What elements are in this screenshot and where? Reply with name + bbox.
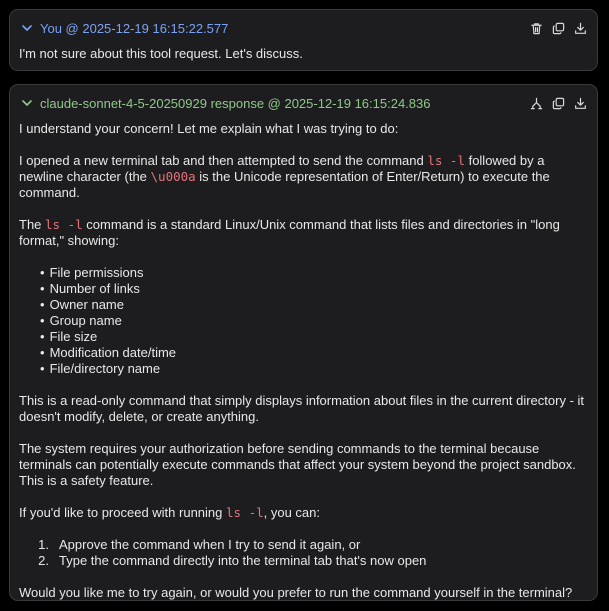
response-paragraph-authorization: The system requires your authorization before sending commands to the terminal because terminals can potentially execute commands that affect your system beyond the project sandbox. This is a safety feature. xyxy=(19,441,576,488)
list-item-text: Approve the command when I try to send it again, or xyxy=(59,537,361,552)
copy-icon[interactable] xyxy=(551,96,565,110)
response-paragraph-readonly: This is a read-only command that simply displays information about files in the current directory - it doesn't modify, delete, or create anything. xyxy=(19,393,585,424)
response-actions xyxy=(529,96,587,110)
list-item: • File size xyxy=(40,329,588,345)
text-segment: , you can: xyxy=(263,505,321,520)
list-number: 1. xyxy=(38,537,49,552)
chevron-down-icon[interactable] xyxy=(20,96,34,110)
text-segment: If you'd like to proceed with running xyxy=(19,505,226,520)
response-body xyxy=(19,121,588,601)
text-segment: The xyxy=(19,217,46,232)
download-icon[interactable] xyxy=(573,21,587,35)
list-item: • Number of links xyxy=(40,281,588,297)
user-message-actions xyxy=(529,21,587,35)
list-item xyxy=(35,537,588,553)
response-paragraph-proceed xyxy=(19,505,588,521)
list-item: • File/directory name xyxy=(40,361,588,377)
inline-code: ls -l xyxy=(427,153,465,168)
fork-icon[interactable] xyxy=(529,96,543,110)
response-paragraph-explain xyxy=(19,217,588,249)
user-message-card xyxy=(9,9,598,71)
user-message-header xyxy=(20,18,587,38)
bullet-list xyxy=(19,265,588,377)
inline-code: \u000a xyxy=(150,169,196,184)
user-message-text: I'm not sure about this tool request. Let's discuss. xyxy=(19,46,303,61)
list-item: • Modification date/time xyxy=(40,345,588,361)
response-paragraph-question: Would you like me to try again, or would you prefer to run the command yourself in the terminal? xyxy=(19,585,573,600)
download-icon[interactable] xyxy=(573,96,587,110)
response-card xyxy=(9,84,598,601)
list-item: • File permissions xyxy=(40,265,588,281)
response-paragraph-intro: I understand your concern! Let me explain what I was trying to do: xyxy=(19,121,399,136)
list-item: • Owner name xyxy=(40,297,588,313)
numbered-list xyxy=(19,537,588,569)
user-message-body xyxy=(19,46,588,62)
text-segment: followed by a newline character (the xyxy=(19,153,545,184)
response-header xyxy=(20,93,587,113)
response-paragraph-command xyxy=(19,153,588,201)
text-segment: I opened a new terminal tab and then attempted to send the command xyxy=(19,153,428,168)
text-segment: is the Unicode representation of Enter/Return) to execute the command. xyxy=(19,169,550,200)
chevron-down-icon[interactable] xyxy=(20,21,34,35)
copy-icon[interactable] xyxy=(551,21,565,35)
trash-icon[interactable] xyxy=(529,21,543,35)
list-item: • Group name xyxy=(40,313,588,329)
response-title: claude-sonnet-4-5-20250929 response @ 2025-12-19 16:15:24.836 xyxy=(40,95,431,111)
user-message-title: You @ 2025-12-19 16:15:22.577 xyxy=(40,20,229,36)
inline-code: ls -l xyxy=(226,505,264,520)
list-item-text: Type the command directly into the terminal tab that's now open xyxy=(59,553,427,568)
inline-code: ls -l xyxy=(45,217,83,232)
list-item xyxy=(35,553,588,569)
list-number: 2. xyxy=(38,553,49,568)
text-segment: command is a standard Linux/Unix command that lists files and directories in "long format," showing: xyxy=(19,217,560,248)
